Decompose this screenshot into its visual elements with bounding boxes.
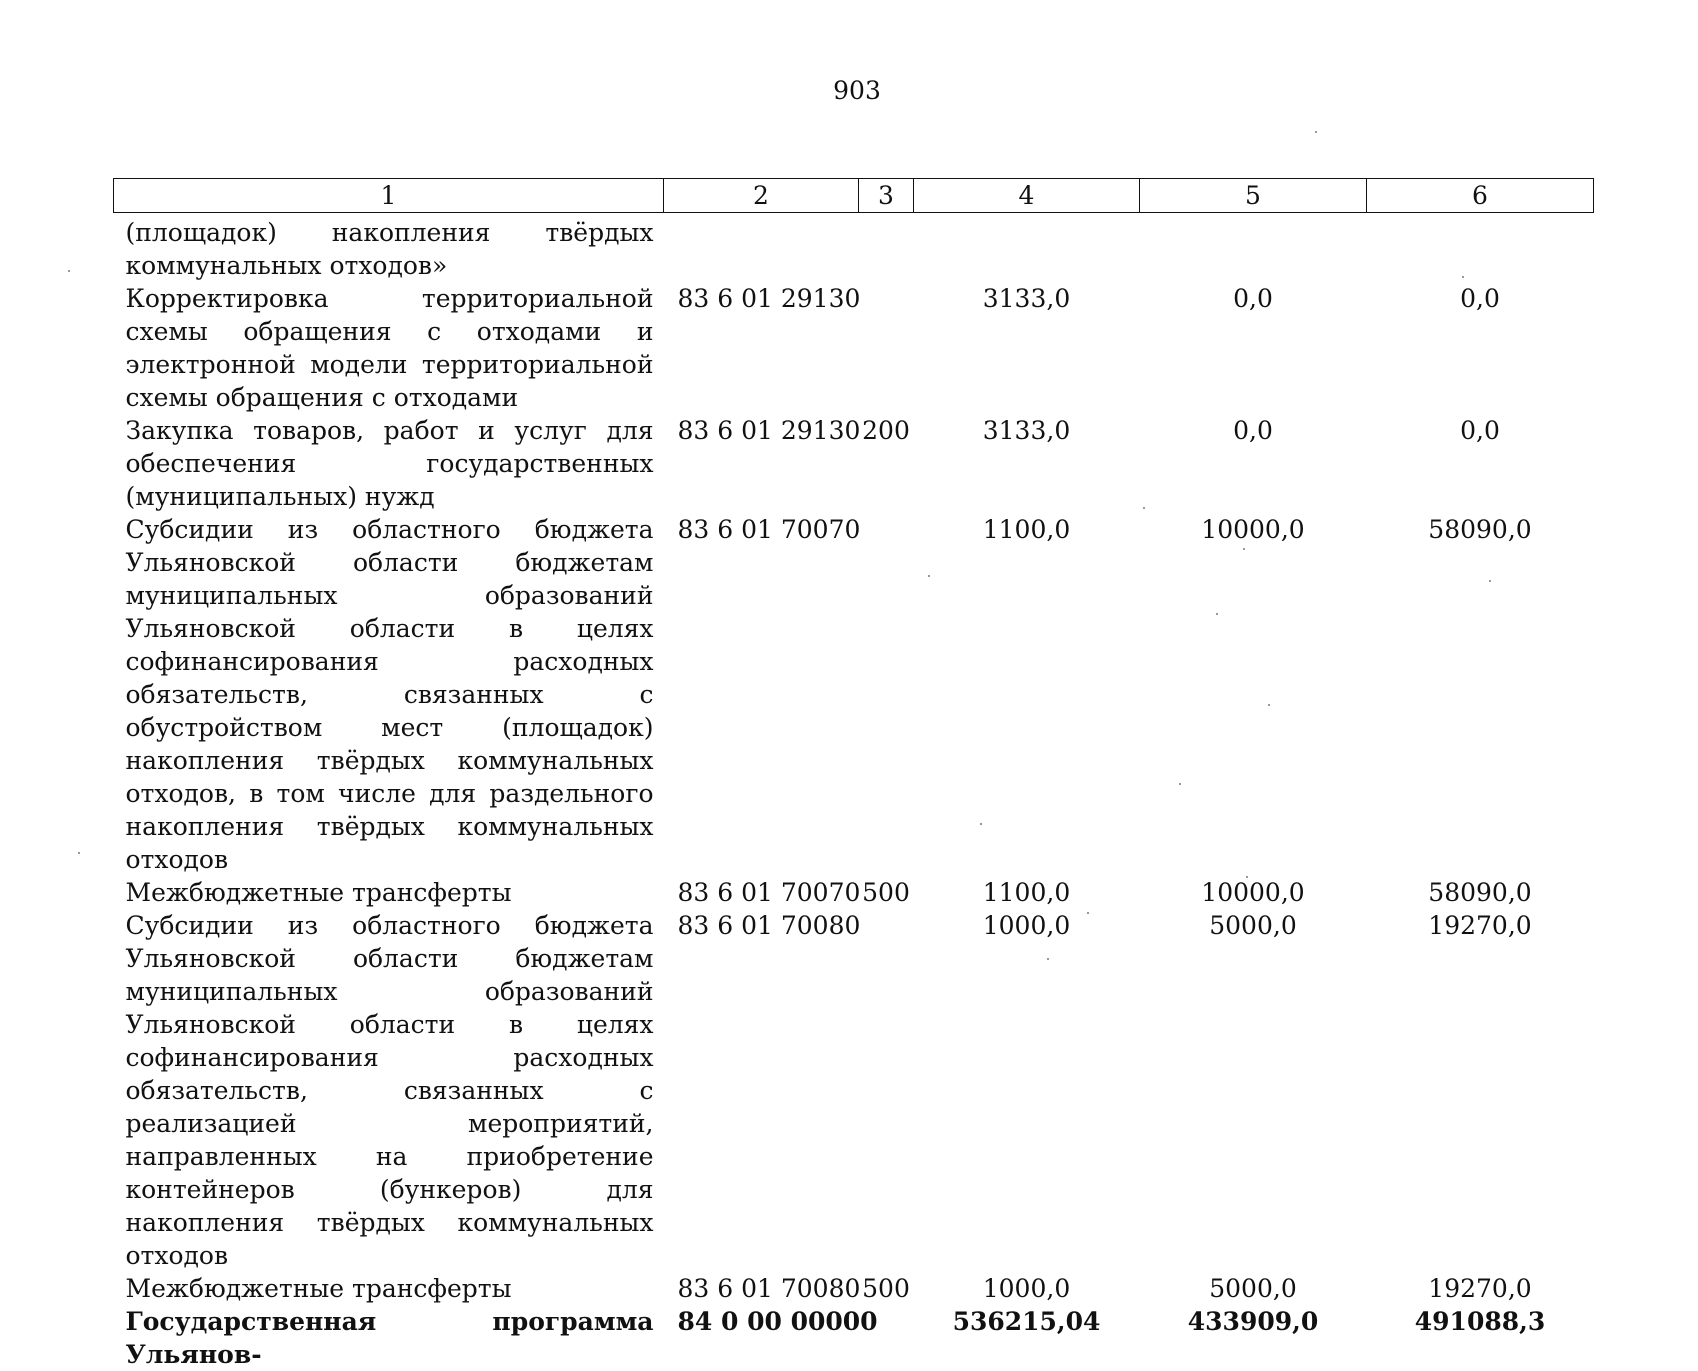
scan-speck: [1216, 613, 1218, 615]
scan-speck: [1268, 704, 1270, 706]
amount-col4-cell: 1000,0: [914, 909, 1140, 1272]
expense-type-cell: [859, 282, 914, 414]
table-body: [114, 213, 1594, 1371]
amount-col4-cell: 1100,0: [914, 876, 1140, 909]
table-row: [114, 876, 1594, 909]
amount-col5-cell: 5000,0: [1140, 909, 1367, 1272]
column-header-5: 5: [1140, 179, 1367, 213]
row-name-cell: Закупка товаров, работ и услуг для обеспечения государственных (муниципальных) нужд: [114, 414, 664, 513]
budget-code-cell: 84 0 00 00000: [664, 1305, 859, 1371]
expense-type-cell: [859, 213, 914, 283]
amount-col4-cell: 3133,0: [914, 414, 1140, 513]
amount-col5-cell: 10000,0: [1140, 513, 1367, 876]
scan-speck: [980, 823, 982, 825]
scan-speck: [1143, 507, 1145, 509]
scan-speck: [1087, 912, 1089, 914]
table-row: [114, 282, 1594, 414]
amount-col6-cell: 19270,0: [1367, 909, 1594, 1272]
scan-speck: [1462, 276, 1464, 278]
amount-col6-cell: 58090,0: [1367, 513, 1594, 876]
header-row: [114, 179, 1594, 213]
amount-col4-cell: 536215,04: [914, 1305, 1140, 1371]
expense-type-cell: 500: [859, 876, 914, 909]
column-header-4: 4: [914, 179, 1140, 213]
table-row: [114, 513, 1594, 876]
amount-col5-cell: 0,0: [1140, 414, 1367, 513]
table-row: [114, 414, 1594, 513]
amount-col6-cell: 58090,0: [1367, 876, 1594, 909]
budget-code-cell: 83 6 01 70070: [664, 513, 859, 876]
amount-col4-cell: 3133,0: [914, 282, 1140, 414]
amount-col5-cell: 5000,0: [1140, 1272, 1367, 1305]
amount-col4-cell: 1000,0: [914, 1272, 1140, 1305]
page-number: 903: [0, 76, 1698, 105]
column-header-2: 2: [664, 179, 859, 213]
scan-speck: [1315, 131, 1317, 133]
scan-speck: [1179, 783, 1181, 785]
column-header-1: 1: [114, 179, 664, 213]
table-row: [114, 213, 1594, 283]
amount-col4-cell: 1100,0: [914, 513, 1140, 876]
amount-col5-cell: 10000,0: [1140, 876, 1367, 909]
budget-code-cell: [664, 213, 859, 283]
scan-speck: [78, 852, 80, 854]
amount-col4-cell: [914, 213, 1140, 283]
scan-speck: [1489, 580, 1491, 582]
table-row: [114, 909, 1594, 1272]
budget-code-cell: 83 6 01 70080: [664, 909, 859, 1272]
row-name-cell: Межбюджетные трансферты: [114, 1272, 664, 1305]
scan-speck: [1243, 548, 1245, 550]
row-name-cell: (площадок) накопления твёрдых коммунальных отходов»: [114, 213, 664, 283]
scan-speck: [1047, 958, 1049, 960]
amount-col6-cell: 0,0: [1367, 282, 1594, 414]
amount-col5-cell: 0,0: [1140, 282, 1367, 414]
amount-col6-cell: [1367, 213, 1594, 283]
table-row: [114, 1305, 1594, 1371]
amount-col6-cell: 19270,0: [1367, 1272, 1594, 1305]
amount-col5-cell: 433909,0: [1140, 1305, 1367, 1371]
row-name-cell: Государственная программа Ульянов-: [114, 1305, 664, 1371]
expense-type-cell: 500: [859, 1272, 914, 1305]
row-name-cell: Корректировка территориальной схемы обращения с отходами и электронной модели территориальной схемы обращения с отходами: [114, 282, 664, 414]
expense-type-cell: [859, 513, 914, 876]
table-header: [114, 179, 1594, 213]
budget-table: [113, 178, 1594, 1371]
budget-code-cell: 83 6 01 70070: [664, 876, 859, 909]
budget-code-cell: 83 6 01 29130: [664, 282, 859, 414]
budget-code-cell: 83 6 01 29130: [664, 414, 859, 513]
row-name-cell: Межбюджетные трансферты: [114, 876, 664, 909]
scan-speck: [1246, 876, 1248, 878]
amount-col6-cell: 491088,3: [1367, 1305, 1594, 1371]
row-name-cell: Субсидии из областного бюджета Ульяновской области бюджетам муниципальных образований Ульяновской области в целях софинансирования расходных обязательств, связанных с реализацией мероприятий, направленных на приобретение контейнеров (бункеров) для накопления твёрдых коммунальных отходов: [114, 909, 664, 1272]
column-header-3: 3: [859, 179, 914, 213]
table-row: [114, 1272, 1594, 1305]
row-name-cell: Субсидии из областного бюджета Ульяновской области бюджетам муниципальных образований Ульяновской области в целях софинансирования расходных обязательств, связанных с обустройством мест (площадок) накопления твёрдых коммунальных отходов, в том числе для раздельного накопления твёрдых коммунальных отходов: [114, 513, 664, 876]
budget-code-cell: 83 6 01 70080: [664, 1272, 859, 1305]
expense-type-cell: 200: [859, 414, 914, 513]
amount-col6-cell: 0,0: [1367, 414, 1594, 513]
amount-col5-cell: [1140, 213, 1367, 283]
scan-speck: [68, 270, 70, 272]
column-header-6: 6: [1367, 179, 1594, 213]
expense-type-cell: [859, 909, 914, 1272]
scan-speck: [928, 575, 930, 577]
